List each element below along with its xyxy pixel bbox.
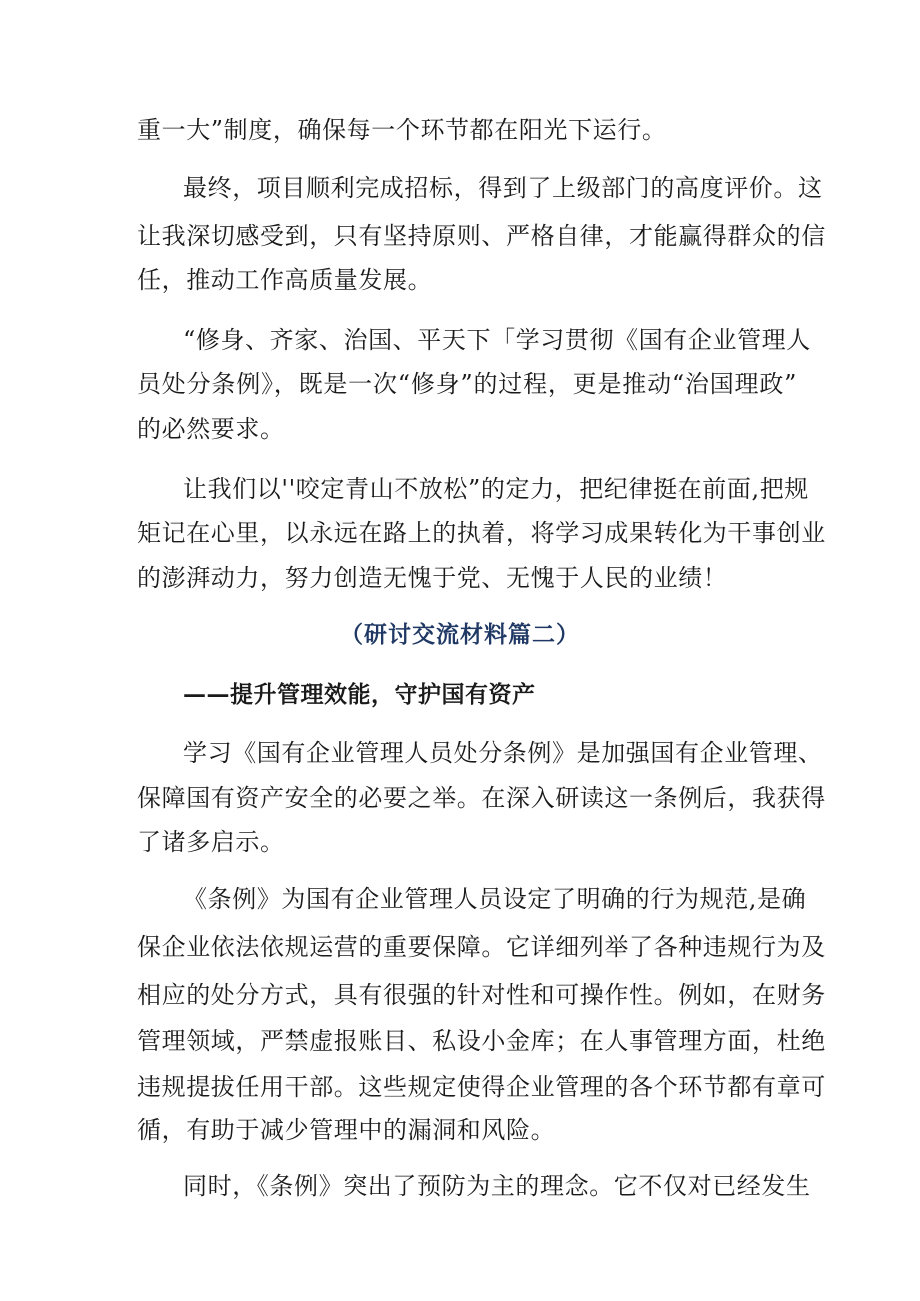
paragraph-3-line-3: 的必然要求。 bbox=[137, 415, 285, 443]
paragraph-2-line-2: 让我深切感受到，只有坚持原则、严格自律，才能赢得群众的信 bbox=[137, 222, 826, 250]
paragraph-3-line-2: 员处分条例》，既是一次“修身”的过程，更是推动“治国理政” bbox=[137, 370, 797, 398]
paragraph-3-line-1: “修身、齐家、治国、平天下「学习贯彻《国有企业管理人 bbox=[183, 326, 811, 354]
paragraph-5-line-1: 学习《国有企业管理人员处分条例》是加强国有企业管理、 bbox=[183, 739, 823, 767]
paragraph-1-line-1: 重一大”制度，确保每一个环节都在阳光下运行。 bbox=[137, 116, 667, 144]
paragraph-5-line-2: 保障国有资产安全的必要之举。在深入研读这一条例后，我获得 bbox=[137, 784, 826, 812]
paragraph-6-line-5: 违规提拔任用干部。这些规定使得企业管理的各个环节都有章可 bbox=[137, 1073, 826, 1101]
paragraph-6-line-1: 《条例》为国有企业管理人员设定了明确的行为规范,是确 bbox=[183, 885, 807, 913]
section-subtitle: ——提升管理效能，守护国有资产 bbox=[183, 681, 536, 708]
paragraph-2-line-1: 最终，项目顺利完成招标，得到了上级部门的高度评价。这 bbox=[183, 174, 823, 202]
paragraph-6-line-6: 循，有助于减少管理中的漏洞和风险。 bbox=[137, 1116, 556, 1144]
paragraph-6-line-2: 保企业依法依规运营的重要保障。它详细列举了各种违规行为及 bbox=[137, 933, 826, 961]
paragraph-6-line-4: 管理领域，严禁虚报账目、私设小金库；在人事管理方面，杜绝 bbox=[137, 1027, 826, 1055]
paragraph-7-line-1: 同时，《条例》突出了预防为主的理念。它不仅对已经发生 bbox=[183, 1172, 811, 1200]
paragraph-4-line-1: 让我们以''咬定青山不放松”的定力，把纪律挺在前面,把规 bbox=[183, 475, 809, 503]
paragraph-4-line-3: 的澎湃动力，努力创造无愧于党、无愧于人民的业绩！ bbox=[137, 564, 728, 592]
paragraph-5-line-3: 了诸多启示。 bbox=[137, 828, 285, 856]
paragraph-4-line-2: 矩记在心里，以永远在路上的执着，将学习成果转化为干事创业 bbox=[137, 519, 826, 547]
paragraph-2-line-3: 任，推动工作高质量发展。 bbox=[137, 266, 433, 294]
paragraph-6-line-3: 相应的处分方式，具有很强的针对性和可操作性。例如，在财务 bbox=[137, 981, 826, 1009]
section-title: （研讨交流材料篇二） bbox=[340, 621, 580, 648]
